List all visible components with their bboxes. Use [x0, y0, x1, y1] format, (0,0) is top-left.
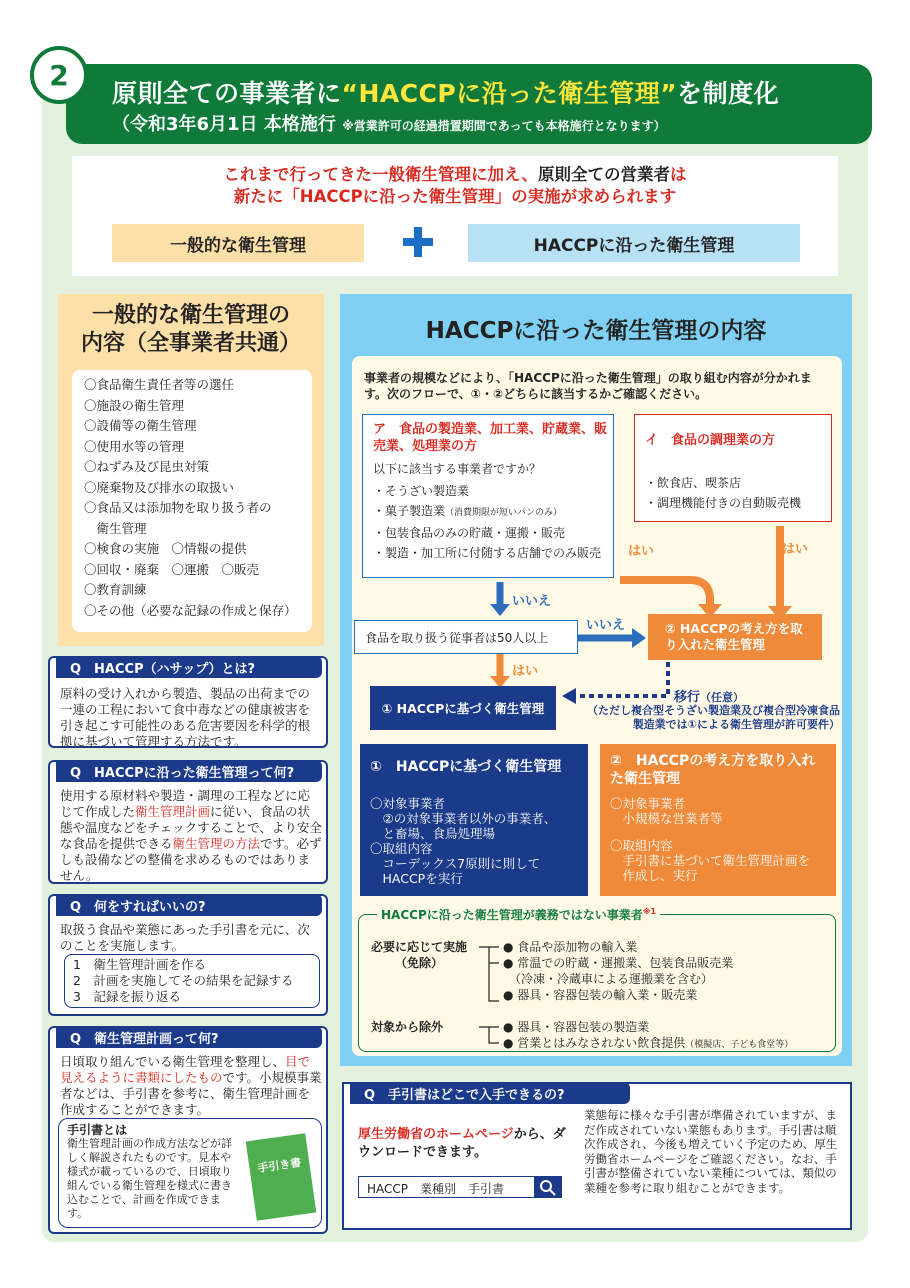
list-item: 〇ねずみ及び昆虫対策	[84, 459, 210, 474]
note-body: 衛生管理計画の作成方法などが詳しく解説されたものです。見本や様式が載っているので、日頃取り組んでいる衛生管理を様式に書き込むことで、計画を作成できます。	[67, 1137, 232, 1220]
flow-box-a-title: ア 食品の製造業、加工業、貯蔵業、販売業、処理業の方	[373, 422, 608, 454]
qa-haccp-hygiene	[48, 760, 328, 884]
general-hygiene-label: 一般的な衛生管理	[112, 224, 364, 262]
transition-detail: （ただし複合型そうざい製造業及び複合型冷凍食品製造業では①による衛生管理が許可要件）	[587, 704, 840, 731]
list-item: 〇教育訓練	[84, 582, 147, 597]
qa-heading: Q 手引書はどこで入手できるの?	[350, 1082, 630, 1104]
search-icon	[534, 1176, 562, 1198]
flow-box-i-title: イ 食品の調理業の方	[645, 433, 776, 448]
arrow-transition	[572, 662, 668, 696]
flow-lead: 事業者の規模などにより、「HACCPに沿った衛生管理」の取り組む内容が分かれます。次のフローで、①・②どちらに該当するかご確認ください。	[364, 371, 812, 401]
haccp-approach-button: ② HACCPの考え方を取り入れた衛生管理	[648, 614, 822, 660]
list-item: 〇廃棄物及び排水の取扱い	[84, 479, 235, 495]
step-item: 3 記録を振り返る	[73, 989, 181, 1004]
list-item: 〇使用水等の管理	[84, 438, 185, 454]
exempt-left-2: 対象から除外	[371, 1020, 444, 1034]
qa-heading: Q 何をすればいいの?	[56, 894, 322, 916]
arrow-head	[632, 628, 646, 648]
flow-box-a-question: 以下に該当する事業者ですか？	[373, 462, 542, 476]
detail-body: 〇対象事業者 小規模な営業者等 〇取組内容 手引書に基づいて衛生管理計画を 作成し、実行	[610, 796, 811, 883]
list-item: ・飲食店、喫茶店	[645, 476, 742, 490]
note-title: 手引書とは	[67, 1123, 128, 1137]
arrow-head	[562, 688, 576, 704]
guidebook-image: 手引き書	[246, 1133, 317, 1221]
list-item: 衛生管理	[84, 520, 147, 536]
list-item: 〇検食の実施 〇情報の提供	[84, 541, 247, 556]
arrow-a-yes	[620, 580, 710, 608]
download-text: 厚生労働省のホームページから、ダウンロードできます。	[358, 1127, 566, 1160]
haccp-based-detail	[360, 744, 588, 896]
qa-hygiene-plan	[48, 1026, 328, 1234]
list-item: 〇食品衛生責任者等の選任	[84, 377, 235, 392]
page-title: 原則全ての事業者に“HACCPに沿った衛生管理”を制度化	[112, 79, 780, 108]
general-hygiene-panel	[58, 294, 324, 646]
haccp-approach-detail	[600, 744, 836, 896]
search-button[interactable]	[534, 1176, 562, 1198]
detail-title: ① HACCPに基づく衛生管理	[370, 759, 562, 775]
yes-label: はい	[628, 544, 655, 559]
flow-box-i-list	[645, 473, 801, 513]
qa-answer: 取扱う食品や業態にあった手引書を元に、次のことを実施します。	[60, 922, 310, 953]
plus-icon	[403, 227, 433, 257]
haccp-panel-title: HACCPに沿った衛生管理の内容	[425, 318, 767, 344]
qa-heading: Q HACCPに沿った衛生管理って何?	[56, 760, 322, 782]
download-note: 業態毎に様々な手引書が準備されていますが、まだ作成されていない業態もあります。手引書は順次作成され、今後も増えていく予定のため、厚生労働省ホームページをご確認ください。なお、手引書が整備されていない業種については、類似の業種を参考に取り組むことができます。	[584, 1108, 838, 1195]
exempt-businesses	[358, 907, 836, 1052]
step-item: 2 計画を実施してその結果を記録する	[73, 973, 294, 988]
haccp-based-button: ① HACCPに基づく衛生管理	[370, 686, 556, 730]
steps-list	[64, 954, 320, 1008]
detail-title: ② HACCPの考え方を取り入れた衛生管理	[610, 753, 816, 787]
transition-label: 移行（任意）	[674, 690, 745, 705]
intro-text: これまで行ってきた一般衛生管理に加え、原則全ての営業者は 新たに「HACCPに沿った衛生管理」の実施が求められます	[223, 165, 687, 206]
exempt-bracket	[479, 943, 505, 1055]
qa-haccp	[48, 656, 328, 748]
qa-heading: Q HACCP（ハサップ）とは?	[56, 656, 322, 678]
flow-box-i	[634, 414, 832, 522]
exempt-left-1: 必要に応じて実施 （免除）	[371, 940, 468, 970]
search-input[interactable]: HACCP 業種別 手引書	[358, 1176, 562, 1198]
no-label: いいえ	[512, 594, 552, 609]
list-item: ・包装食品のみの貯蔵・運搬・販売	[373, 526, 566, 540]
page-subtitle: （令和3年6月1日 本格施行 ※営業許可の経過措置期間であっても本格施行となります）	[112, 114, 666, 135]
exempt-list-2: ● 器具・容器包装の製造業 ● 営業とはみなされない飲食提供（模擬店、子ども食堂等）	[503, 1020, 794, 1050]
qa-answer: 原料の受け入れから製造、製品の出荷までの一連の工程において食中毒などの健康被害を引き起こす可能性のある危害要因を科学的根拠に基づいて管理する方法です。	[60, 686, 311, 749]
list-item: 〇回収・廃棄 〇運搬 〇販売	[84, 561, 260, 577]
list-item: ・菓子製造業（消費期限が短いパンのみ）	[373, 504, 563, 518]
general-hygiene-list	[72, 370, 312, 632]
exempt-list-1: ● 食品や添加物の輸入業 ● 常温での貯蔵・運搬業、包装食品販売業 （冷凍・冷蔵車による運搬業を含む） ● 器具・容器包装の輸入業・販売業	[503, 940, 734, 1002]
section-number-badge: 2	[30, 46, 88, 104]
exempt-title: HACCPに沿った衛生管理が義務ではない事業者$^{※1}$	[377, 906, 660, 923]
arrow-head	[490, 604, 510, 616]
list-item: ・製造・加工所に付随する店舗でのみ販売	[373, 546, 602, 560]
list-item: 〇食品又は添加物を取り扱う者の	[84, 500, 272, 515]
list-item: ・調理機能付きの自動販売機	[645, 496, 802, 510]
no-label: いいえ	[586, 618, 626, 633]
qa-answer: 使用する原材料や製造・調理の工程などに応じて作成した衛生管理計画に従い、食品の状態や温度などをチェックすることで、より安全な食品を提供できる衛生管理の方法です。必ずしも設備などの整備を求めるものではありません。	[60, 788, 322, 883]
list-item: 〇その他（必要な記録の作成と保存）	[84, 602, 297, 618]
general-hygiene-title: 一般的な衛生管理の 内容（全事業者共通）	[80, 303, 301, 356]
qa-answer: 日頃取り組んでいる衛生管理を整理し、目で見えるように書類にしたものです。小規模事業者などは、手引書を参考に、衛生管理計画を作成することができます。	[60, 1054, 322, 1117]
intro-box	[72, 156, 838, 276]
guidebook-note	[58, 1118, 322, 1228]
haccp-hygiene-label: HACCPに沿った衛生管理	[468, 224, 800, 262]
employees-question: 食品を取り扱う従事者は50人以上	[354, 620, 578, 654]
qa-heading: Q 衛生管理計画って何?	[56, 1026, 322, 1048]
step-item: 1 衛生管理計画を作る	[73, 957, 206, 972]
detail-body: 〇対象事業者 ②の対象事業者以外の事業者、 と畜場、食鳥処理場 〇取組内容 コーデックス7原則に則して HACCPを実行	[370, 796, 557, 886]
qa-what-to-do	[48, 894, 328, 1016]
guidebook-download	[342, 1082, 852, 1230]
yes-label: はい	[512, 664, 539, 679]
list-item: ・そうざい製造業	[373, 484, 470, 498]
page-header	[66, 64, 872, 144]
yes-label: はい	[782, 542, 809, 557]
list-item: 〇施設の衛生管理	[84, 397, 185, 413]
list-item: 〇設備等の衛生管理	[84, 418, 197, 433]
